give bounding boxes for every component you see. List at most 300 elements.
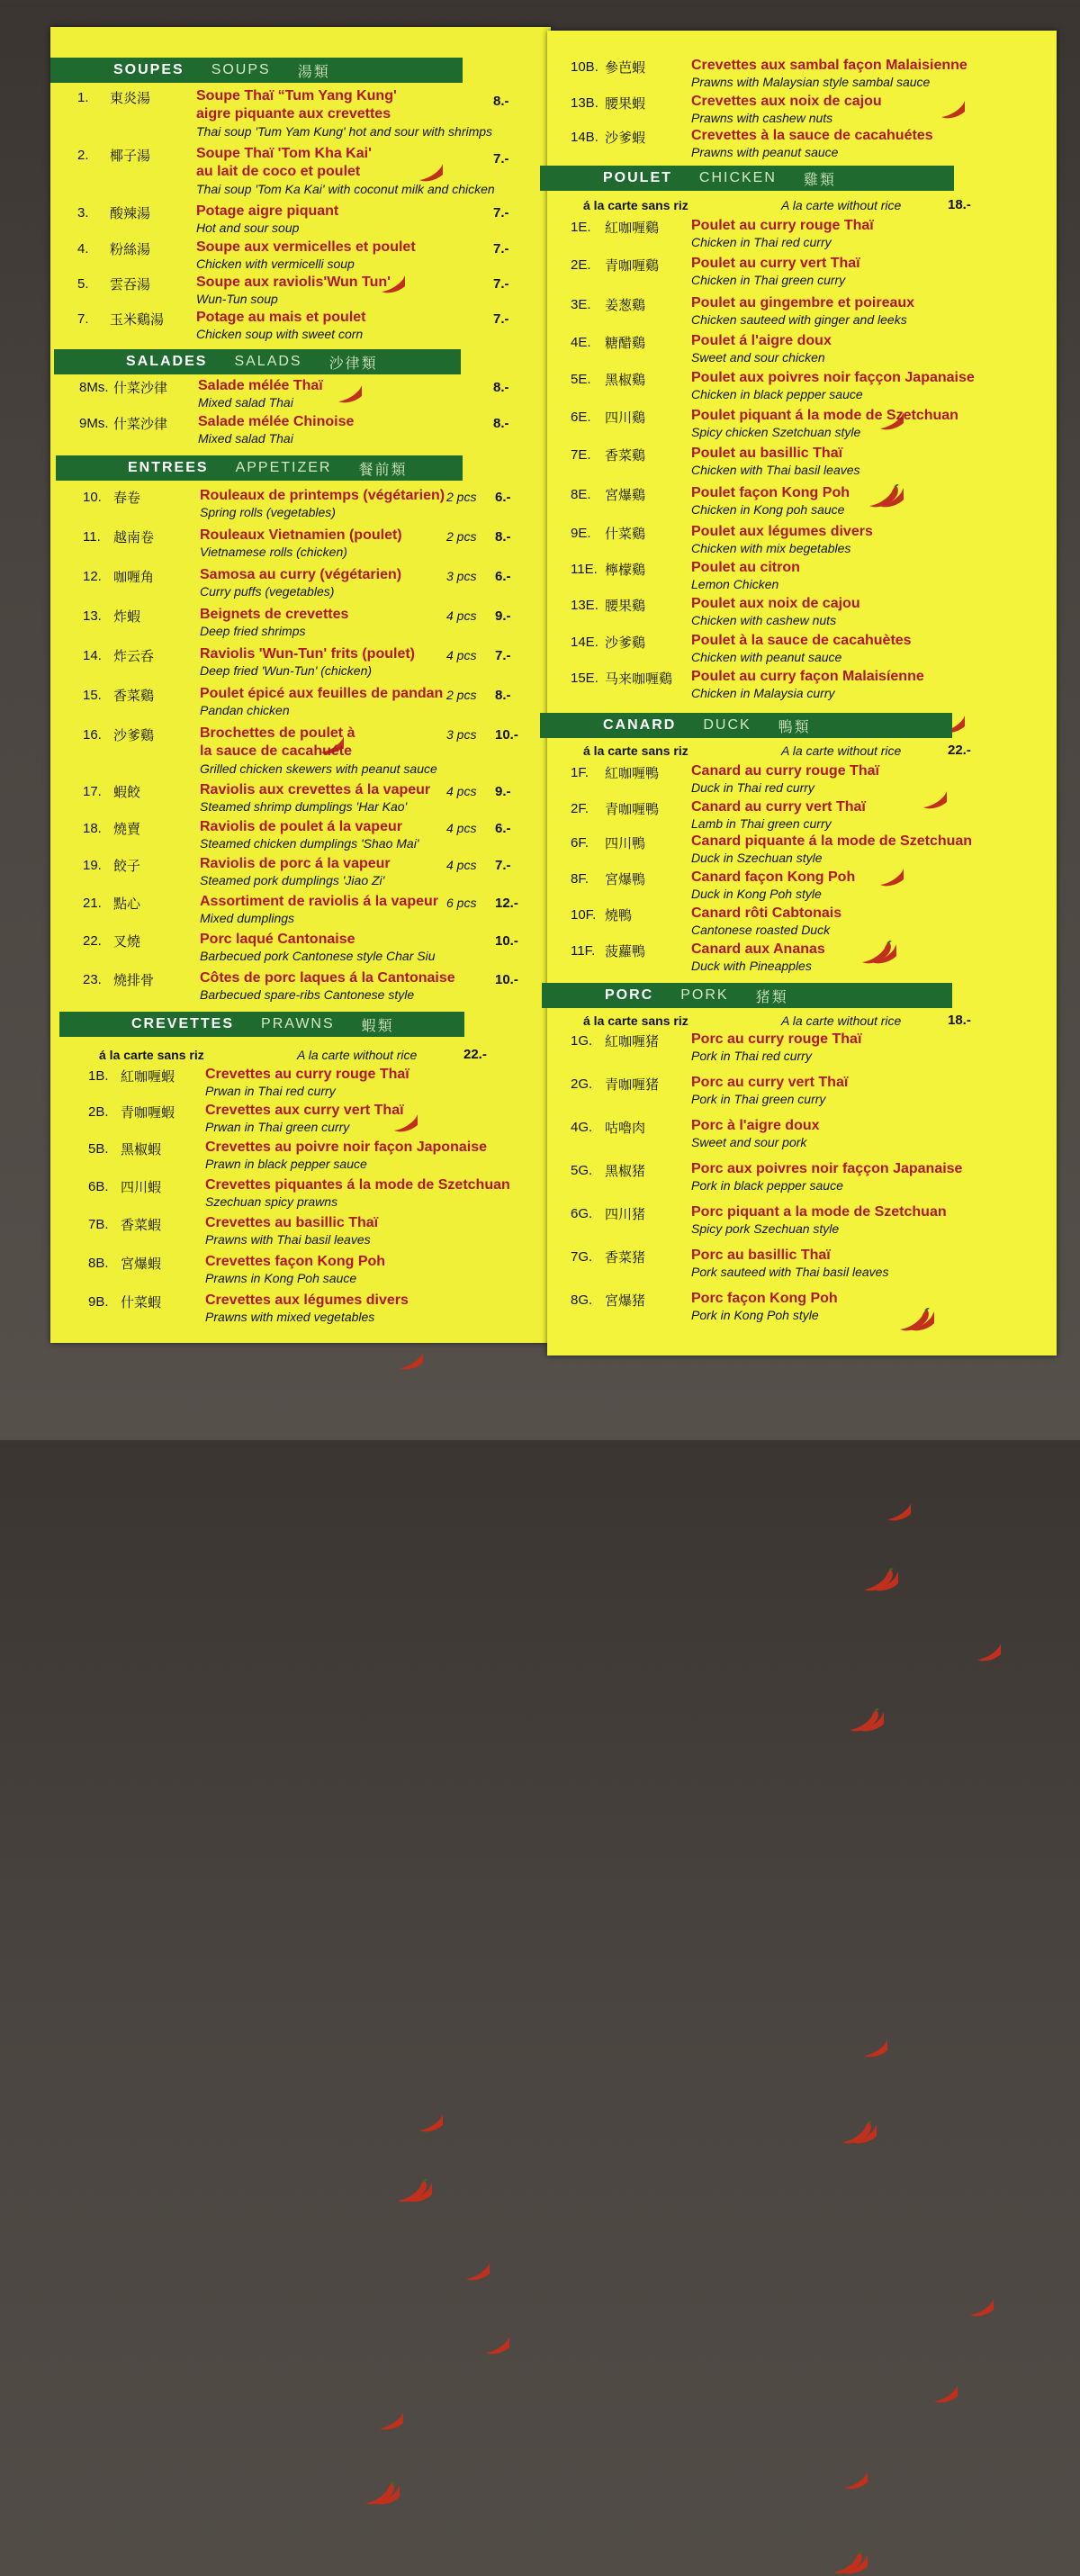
item-name-fr: Porc au basillic Thaï [691, 1247, 831, 1263]
item-price: 9.- [495, 784, 511, 799]
chili-icon [887, 1498, 911, 1523]
item-name-en: Pork in black pepper sauce [691, 1178, 843, 1193]
item-name-en: Szechuan spicy prawns [205, 1194, 338, 1209]
section-title-en: DUCK [703, 717, 752, 733]
item-chinese-name: 炸云呑 [113, 649, 155, 664]
chili-icon [380, 2407, 403, 2432]
item-name-fr: Porc façon Kong Poh [691, 1291, 838, 1306]
menu-item [547, 524, 1057, 560]
item-name-en: Prawns with mixed vegetables [205, 1310, 375, 1324]
chili-icon [398, 2179, 432, 2204]
item-chinese-name: 腰果蝦 [605, 96, 646, 112]
item-name-en: Prwan in Thai green curry [205, 1120, 350, 1134]
item-number: 11E. [571, 562, 598, 577]
chili-icon [486, 2331, 509, 2356]
item-quantity: 4 pcs [446, 608, 477, 623]
item-chinese-name: 什菜沙律 [113, 381, 168, 396]
item-name-fr: Raviolis aux crevettes á la vapeur [200, 782, 431, 797]
chili-icon [850, 1708, 884, 1734]
menu-item [50, 1103, 551, 1139]
section-title-fr: CREVETTES [131, 1016, 235, 1031]
item-name-en: Chicken in black pepper sauce [691, 387, 863, 401]
item-number: 1G. [571, 1033, 593, 1049]
item-number: 1F. [571, 765, 590, 780]
item-chinese-name: 青咖喱猪 [605, 1077, 660, 1093]
item-name-en: Spring rolls (vegetables) [200, 505, 336, 519]
item-price: 7.- [493, 205, 509, 221]
item-chinese-name: 檸檬鷄 [605, 563, 646, 578]
menu-item [547, 905, 1057, 941]
item-number: 15. [83, 688, 102, 703]
item-name-fr: Crevettes au poivre noir façon Japonaise [205, 1139, 487, 1155]
item-number: 1B. [88, 1068, 109, 1084]
item-number: 7E. [571, 447, 591, 463]
item-chinese-name: 燒排骨 [113, 973, 155, 988]
menu-item [50, 527, 551, 563]
item-name-fr: Rouleaux de printemps (végétarien) [200, 488, 446, 503]
chili-icon [833, 2551, 868, 2576]
item-name-fr: Canard au curry vert Thaï [691, 799, 866, 815]
menu-item [50, 414, 551, 450]
chili-icon [419, 2109, 443, 2134]
item-number: 14B. [571, 130, 598, 145]
item-number: 13E. [571, 598, 598, 613]
item-chinese-name: 粉絲湯 [110, 242, 151, 257]
item-name-en: Duck in Szechuan style [691, 851, 823, 865]
item-price: 7.- [493, 151, 509, 167]
item-price: 7.- [495, 648, 511, 663]
item-name-fr: Poulet au citron [691, 560, 800, 575]
item-name-fr: Poulet piquant á la mode de Szetchuan [691, 408, 958, 423]
section-title-zh: 餐前類 [358, 462, 408, 478]
item-name-fr: Poulet façon Kong Poh [691, 485, 850, 500]
item-chinese-name: 越南卷 [113, 530, 155, 545]
alacarte-line [583, 1013, 1006, 1030]
section-title-zh: 猪類 [755, 989, 788, 1005]
item-chinese-name: 玉米鷄湯 [110, 312, 165, 328]
menu-item [50, 1215, 551, 1251]
item-quantity: 4 pcs [446, 858, 477, 872]
item-name-fr: Crevettes aux légumes divers [205, 1293, 409, 1308]
alacarte-line [99, 1048, 522, 1064]
item-number: 17. [83, 784, 102, 799]
menu-item [50, 1254, 551, 1290]
chili-icon [970, 2293, 994, 2319]
item-name-fr: Porc laqué Cantonaise [200, 932, 356, 947]
item-number: 4G. [571, 1120, 593, 1135]
item-chinese-name: 紅咖喱鷄 [605, 221, 660, 236]
chili-icon [466, 2257, 490, 2283]
item-chinese-name: 沙爹鷄 [113, 728, 155, 743]
item-chinese-name: 腰果鷄 [605, 599, 646, 614]
menu-item [547, 256, 1057, 292]
item-number: 6G. [571, 1206, 593, 1221]
menu-item [50, 1177, 551, 1213]
item-name-fr: Potage au mais et poulet [196, 310, 366, 325]
menu-item [50, 970, 551, 1006]
item-name-fr: Crevettes façon Kong Poh [205, 1254, 386, 1269]
item-name-en: Pandan chicken [200, 703, 290, 717]
item-name-en: Prawns with Thai basil leaves [205, 1232, 371, 1247]
menu-item [547, 1161, 1057, 1197]
item-name-en: Prawns with peanut sauce [691, 145, 839, 159]
alacarte-fr: á la carte sans riz [583, 1013, 688, 1028]
item-name-fr: Crevettes à la sauce de cacahuétes [691, 128, 933, 143]
item-name-fr: Raviolis de poulet á la vapeur [200, 819, 402, 834]
item-number: 13. [83, 608, 102, 624]
section-title-en: PRAWNS [261, 1016, 335, 1031]
item-name-fr: Raviolis de porc á la vapeur [200, 856, 391, 871]
alacarte-line [583, 743, 1006, 760]
item-chinese-name: 香菜鷄 [605, 448, 646, 464]
item-chinese-name: 參芭蝦 [605, 60, 646, 76]
item-chinese-name: 叉燒 [113, 934, 141, 950]
item-name-fr: Crevettes au basillic Thaï [205, 1215, 379, 1230]
menu-item [547, 1118, 1057, 1154]
item-number: 2B. [88, 1104, 109, 1120]
item-name-fr: Soupe aux vermicelles et poulet [196, 239, 416, 255]
item-chinese-name: 沙爹蝦 [605, 131, 646, 146]
section-title-fr: SOUPES [113, 62, 184, 77]
item-number: 8F. [571, 871, 590, 887]
item-number: 5G. [571, 1163, 593, 1178]
item-name-fr: Potage aigre piquant [196, 203, 339, 219]
item-chinese-name: 沙爹鷄 [605, 635, 646, 651]
item-name-en: Duck in Kong Poh style [691, 887, 822, 901]
item-name-fr: Soupe aux raviolis'Wun Tun' [196, 275, 391, 290]
item-name-fr: Canard piquante á la mode de Szetchuan [691, 833, 973, 849]
item-quantity: 4 pcs [446, 784, 477, 798]
section-title-en: SOUPS [211, 62, 271, 77]
item-price: 6.- [495, 490, 511, 505]
item-name-en: Chicken in Thai green curry [691, 273, 846, 287]
item-quantity: 4 pcs [446, 648, 477, 662]
menu-item [547, 128, 1057, 164]
item-number: 2G. [571, 1076, 593, 1092]
item-name-fr: Canard façon Kong Poh [691, 869, 856, 885]
menu-item [547, 941, 1057, 977]
alacarte-fr: á la carte sans riz [583, 743, 688, 758]
item-price: 7.- [493, 241, 509, 257]
menu-item [50, 146, 551, 196]
item-name-en: Chicken with Thai basil leaves [691, 463, 860, 477]
item-number: 4. [77, 241, 89, 257]
item-price: 9.- [495, 608, 511, 624]
section-header [56, 455, 463, 481]
item-price: 8.- [493, 94, 509, 109]
menu-item [50, 310, 551, 346]
item-chinese-name: 東炎湯 [110, 91, 151, 106]
item-price: 6.- [495, 821, 511, 836]
item-number: 8Ms. [79, 380, 109, 395]
item-number: 3E. [571, 297, 591, 312]
item-quantity: 2 pcs [446, 490, 477, 504]
item-number: 10F. [571, 907, 597, 923]
item-name-fr: Porc au curry vert Thaï [691, 1075, 849, 1090]
item-name-en: Chicken in Malaysia curry [691, 686, 835, 700]
item-quantity: 3 pcs [446, 727, 477, 742]
item-price: 8.- [493, 416, 509, 431]
menu-item [547, 799, 1057, 835]
item-number: 8E. [571, 487, 591, 502]
item-number: 21. [83, 896, 102, 911]
item-name-fr: Canard aux Ananas [691, 941, 825, 957]
chili-icon [400, 1347, 423, 1372]
item-name-en: Chicken with peanut sauce [691, 650, 842, 664]
menu-item [547, 58, 1057, 94]
item-name-fr: Assortiment de raviolis á la vapeur [200, 894, 438, 909]
item-name-fr: Crevettes au curry rouge Thaï [205, 1067, 410, 1082]
item-chinese-name: 點心 [113, 896, 141, 912]
item-chinese-name: 紅咖喱猪 [605, 1034, 660, 1049]
section-title-zh: 鴨類 [778, 719, 811, 735]
menu-item [50, 1293, 551, 1329]
menu-page-left [50, 27, 551, 1343]
alacarte-fr: á la carte sans riz [99, 1048, 204, 1062]
item-chinese-name: 宮爆鷄 [605, 488, 646, 503]
section-title-en: APPETIZER [235, 460, 332, 475]
item-name-en: Barbecued pork Cantonese style Char Siu [200, 949, 436, 963]
section-title-fr: PORC [605, 987, 654, 1003]
item-name-en: Cantonese roasted Duck [691, 923, 831, 937]
item-number: 14. [83, 648, 102, 663]
menu-item [50, 203, 551, 239]
item-price: 8.- [495, 529, 511, 545]
menu-item [547, 1247, 1057, 1283]
item-name-fr: Porc piquant a la mode de Szetchuan [691, 1204, 947, 1220]
item-name-en: Deep fried 'Wun-Tun' (chicken) [200, 663, 373, 678]
item-name-en: Prawns in Kong Poh sauce [205, 1271, 357, 1285]
item-price: 6.- [495, 569, 511, 584]
item-number: 3. [77, 205, 89, 221]
item-name-en: Chicken with vermicelli soup [196, 257, 355, 271]
item-chinese-name: 春卷 [113, 491, 141, 506]
item-quantity: 4 pcs [446, 821, 477, 835]
item-name-en: Chicken soup with sweet corn [196, 327, 364, 341]
item-chinese-name: 什菜沙律 [113, 417, 168, 432]
section-title-fr: SALADES [126, 354, 208, 369]
section-header [50, 58, 463, 83]
menu-item [547, 596, 1057, 632]
menu-item [50, 782, 551, 818]
item-price: 8.- [493, 380, 509, 395]
menu-item [547, 560, 1057, 596]
item-name-en: Spicy chicken Szetchuan style [691, 425, 861, 439]
item-chinese-name: 什菜蝦 [121, 1295, 162, 1311]
item-number: 2. [77, 148, 89, 163]
item-number: 6B. [88, 1179, 109, 1194]
item-name-fr: Canard au curry rouge Thaï [691, 763, 879, 779]
item-number: 5E. [571, 372, 591, 387]
item-name-en: Curry puffs (vegetables) [200, 584, 335, 599]
item-number: 7G. [571, 1249, 593, 1265]
item-number: 19. [83, 858, 102, 873]
item-chinese-name: 姜葱鷄 [605, 298, 646, 313]
item-name-en: Mixed dumplings [200, 911, 295, 925]
menu-item [547, 446, 1057, 482]
item-chinese-name: 黑椒鷄 [605, 373, 646, 388]
menu-item [547, 485, 1057, 521]
item-chinese-name: 紅咖喱鴨 [605, 766, 660, 781]
chili-icon [934, 2380, 958, 2405]
item-chinese-name: 椰子湯 [110, 149, 151, 164]
item-name-fr: Canard rôti Cabtonais [691, 905, 842, 921]
menu-item [547, 763, 1057, 799]
item-number: 11F. [571, 943, 596, 959]
item-name-en: Hot and sour soup [196, 221, 300, 235]
section-title-zh: 雞類 [803, 172, 836, 188]
item-name-fr: Poulet épicé aux feuilles de pandan [200, 686, 444, 701]
alacarte-en: A la carte without rice [781, 198, 902, 212]
menu-item [547, 218, 1057, 254]
section-title-zh: 蝦類 [361, 1018, 394, 1034]
item-chinese-name: 紅咖喱蝦 [121, 1069, 176, 1085]
item-chinese-name: 燒賣 [113, 822, 141, 837]
menu-item [547, 408, 1057, 444]
item-name-fr: Soupe Thaï 'Tom Kha Kai' [196, 146, 372, 161]
item-name-en: Chicken sauteed with ginger and leeks [691, 312, 907, 327]
item-name-fr: Poulet à la sauce de cacahuètes [691, 633, 912, 648]
item-price: 7.- [495, 858, 511, 873]
item-name-en: Prawns with Malaysian style sambal sauce [691, 75, 931, 89]
item-name-fr: Beignets de crevettes [200, 607, 349, 622]
chili-icon [977, 1638, 1001, 1663]
menu-item [50, 819, 551, 855]
item-chinese-name: 四川蝦 [121, 1180, 162, 1195]
section-title-en: PORK [680, 987, 729, 1003]
item-chinese-name: 蝦餃 [113, 785, 141, 800]
item-name-fr: Brochettes de poulet à [200, 725, 356, 741]
item-name-en: Lamb in Thai green curry [691, 816, 832, 831]
item-name-en: Steamed chicken dumplings 'Shao Mai' [200, 836, 419, 851]
alacarte-fr: á la carte sans riz [583, 198, 688, 212]
menu-item [50, 932, 551, 968]
item-name-en: Chicken with cashew nuts [691, 613, 837, 627]
menu-item [547, 94, 1057, 130]
item-number: 9B. [88, 1294, 109, 1310]
menu-item [50, 88, 551, 139]
item-name-en: Spicy pork Szechuan style [691, 1221, 840, 1236]
item-name-en: Thai soup 'Tom Ka Kai' with coconut milk and chicken [196, 182, 495, 196]
item-number: 2E. [571, 257, 591, 273]
item-name-fr: Poulet au curry vert Thaï [691, 256, 860, 271]
menu-item [547, 869, 1057, 905]
menu-item [547, 669, 1057, 705]
section-header [542, 983, 952, 1008]
item-quantity: 3 pcs [446, 569, 477, 583]
item-name-en: Steamed shrimp dumplings 'Har Kao' [200, 799, 408, 814]
section-header [59, 1012, 464, 1037]
alacarte-line [583, 198, 1006, 214]
item-name-fr-line2: aigre piquante aux crevettes [196, 106, 392, 122]
chili-icon [365, 2481, 400, 2507]
item-chinese-name: 什菜鷄 [605, 527, 646, 542]
item-name-fr: Soupe Thaï “Tum Yang Kung' [196, 88, 397, 104]
menu-item [50, 894, 551, 930]
item-chinese-name: 酸辣湯 [110, 206, 151, 221]
item-name-fr: Poulet au curry rouge Thaï [691, 218, 874, 233]
section-title-zh: 湯類 [297, 64, 330, 80]
item-number: 7B. [88, 1217, 109, 1232]
item-chinese-name: 青咖喱蝦 [121, 1105, 176, 1121]
menu-item [547, 1204, 1057, 1240]
section-title-fr: POULET [603, 170, 672, 185]
chili-icon [864, 2034, 887, 2059]
item-name-en: Pork in Kong Poh style [691, 1308, 819, 1322]
item-name-fr: Rouleaux Vietnamien (poulet) [200, 527, 402, 543]
menu-item [50, 1067, 551, 1103]
item-number: 11. [83, 529, 101, 545]
item-chinese-name: 咖喱角 [113, 570, 155, 585]
item-number: 15E. [571, 671, 598, 686]
section-header [540, 166, 954, 191]
alacarte-en: A la carte without rice [781, 743, 902, 758]
item-name-fr: Poulet aux noix de cajou [691, 596, 860, 611]
item-price: 7.- [493, 276, 509, 292]
item-price: 10.- [495, 972, 518, 987]
item-number: 10B. [571, 59, 598, 75]
item-name-fr: Crevettes piquantes á la mode de Szetchuan [205, 1177, 510, 1193]
menu-item [547, 833, 1057, 869]
menu-item [50, 239, 551, 275]
item-chinese-name: 青咖喱鴨 [605, 802, 660, 817]
item-number: 1. [77, 90, 89, 105]
item-name-fr: Poulet au curry façon Malaisíenne [691, 669, 924, 684]
item-chinese-name: 黑椒蝦 [121, 1142, 162, 1157]
item-number: 1E. [571, 220, 591, 235]
item-name-en: Chicken with mix begetables [691, 541, 851, 555]
item-name-fr: Poulet au gingembre et poireaux [691, 295, 915, 311]
item-quantity: 2 pcs [446, 688, 477, 702]
menu-item [50, 275, 551, 311]
item-name-en: Chicken in Thai red curry [691, 235, 832, 249]
item-quantity: 2 pcs [446, 529, 477, 544]
item-chinese-name: 香菜鷄 [113, 689, 155, 704]
alacarte-price: 22.- [464, 1047, 487, 1062]
chili-icon [842, 2121, 877, 2146]
item-number: 9Ms. [79, 416, 109, 431]
item-name-en: Sweet and sour chicken [691, 350, 825, 365]
item-number: 9E. [571, 526, 591, 541]
item-name-en: Steamed pork dumplings 'Jiao Zi' [200, 873, 385, 887]
item-chinese-name: 炸蝦 [113, 609, 141, 625]
item-number: 6F. [571, 835, 590, 851]
item-chinese-name: 四川鴨 [605, 836, 646, 851]
item-name-en: Prawns with cashew nuts [691, 111, 833, 125]
item-name-fr: Salade mélée Thaï [198, 378, 323, 393]
menu-page-right [547, 31, 1057, 1356]
section-header [54, 349, 461, 374]
menu-item [547, 333, 1057, 369]
item-chinese-name: 菠蘿鴨 [605, 944, 646, 959]
item-name-fr-line2: au lait de coco et poulet [196, 164, 361, 179]
item-chinese-name: 青咖喱鷄 [605, 258, 660, 274]
item-name-fr: Poulet aux poivres noir faççon Japanaise [691, 370, 975, 385]
item-number: 13B. [571, 95, 598, 111]
menu-item [50, 488, 551, 524]
item-price: 8.- [495, 688, 511, 703]
item-chinese-name: 燒鴨 [605, 908, 633, 923]
chili-icon [864, 1568, 898, 1593]
item-name-en: Pork in Thai red curry [691, 1049, 812, 1063]
item-name-fr-line2: la sauce de cacahuéte [200, 743, 352, 759]
section-header [540, 713, 952, 738]
item-chinese-name: 宮爆鴨 [605, 872, 646, 887]
item-name-fr: Côtes de porc laques á la Cantonaise [200, 970, 455, 986]
item-name-fr: Crevettes aux curry vert Thaï [205, 1103, 404, 1118]
item-number: 2F. [571, 801, 590, 816]
item-name-en: Mixed salad Thai [198, 431, 293, 446]
